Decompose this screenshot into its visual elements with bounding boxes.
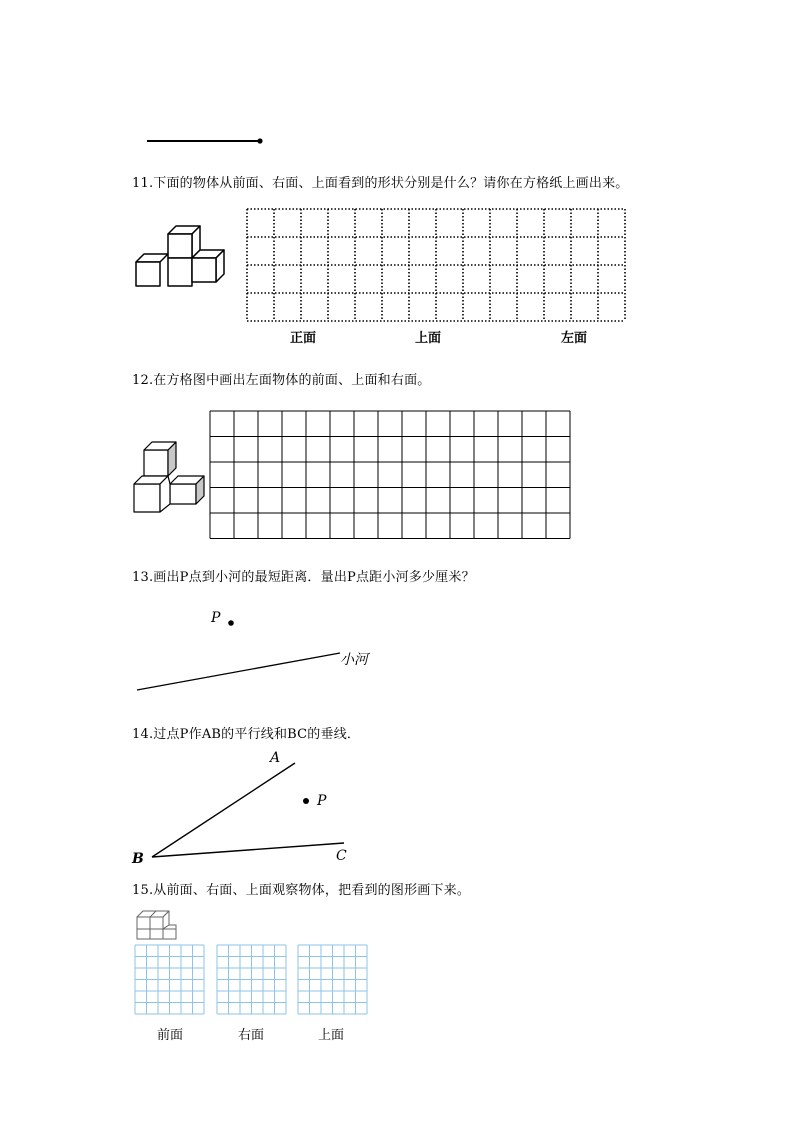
q12-square-grid (205, 409, 573, 541)
question-14-body: 过点P作AB的平行线和BC的垂线． (153, 727, 361, 742)
question-13-body: 画出P点到小河的最短距离．量出P点距小河多少厘米？ (153, 570, 475, 585)
q14-point-dot (301, 796, 311, 806)
question-14-text (132, 723, 360, 742)
q14-label-a: A (270, 750, 281, 766)
q11-label-front: 正面 (290, 331, 317, 346)
q15-label-top: 上面 (318, 1028, 345, 1043)
question-15-body: 从前面、右面、上面观察物体，把看到的图形画下来。 (153, 883, 471, 898)
question-12-number: 12. (132, 373, 154, 388)
q15-grid-front (134, 944, 206, 1016)
question-15-number: 15. (132, 883, 154, 898)
q14-label-b: B (132, 851, 144, 867)
question-11-text (132, 172, 628, 191)
question-12-text (132, 369, 430, 388)
question-12-body: 在方格图中画出左面物体的前面、上面和右面。 (153, 373, 431, 388)
q13-river-line (130, 648, 350, 696)
question-13-number: 13. (132, 570, 154, 585)
q15-cube-figure (133, 908, 183, 942)
q15-label-right: 右面 (238, 1028, 265, 1043)
q15-grid-right (216, 944, 288, 1016)
q11-dotted-grid (245, 207, 627, 323)
q14-label-c: C (336, 848, 347, 864)
question-11-body: 下面的物体从前面、右面、上面看到的形状分别是什么？请你在方格纸上画出来。 (153, 176, 629, 191)
q13-point-dot (226, 618, 236, 628)
q15-grid-top (297, 944, 369, 1016)
q13-river-label: 小河 (340, 652, 368, 668)
question-14-number: 14. (132, 727, 154, 742)
q11-label-left: 左面 (561, 331, 588, 346)
question-15-text (132, 879, 470, 898)
question-13-text (132, 566, 475, 585)
q15-label-front: 前面 (157, 1028, 184, 1043)
q11-cube-figure (130, 220, 230, 292)
top-decorative-line (140, 134, 270, 148)
q11-label-top: 上面 (415, 331, 442, 346)
q12-cube-figure (130, 438, 210, 518)
q13-point-label: P (211, 610, 221, 626)
q14-angle-figure (140, 755, 360, 865)
q14-label-p: P (317, 793, 327, 809)
question-11-number: 11. (132, 176, 154, 191)
